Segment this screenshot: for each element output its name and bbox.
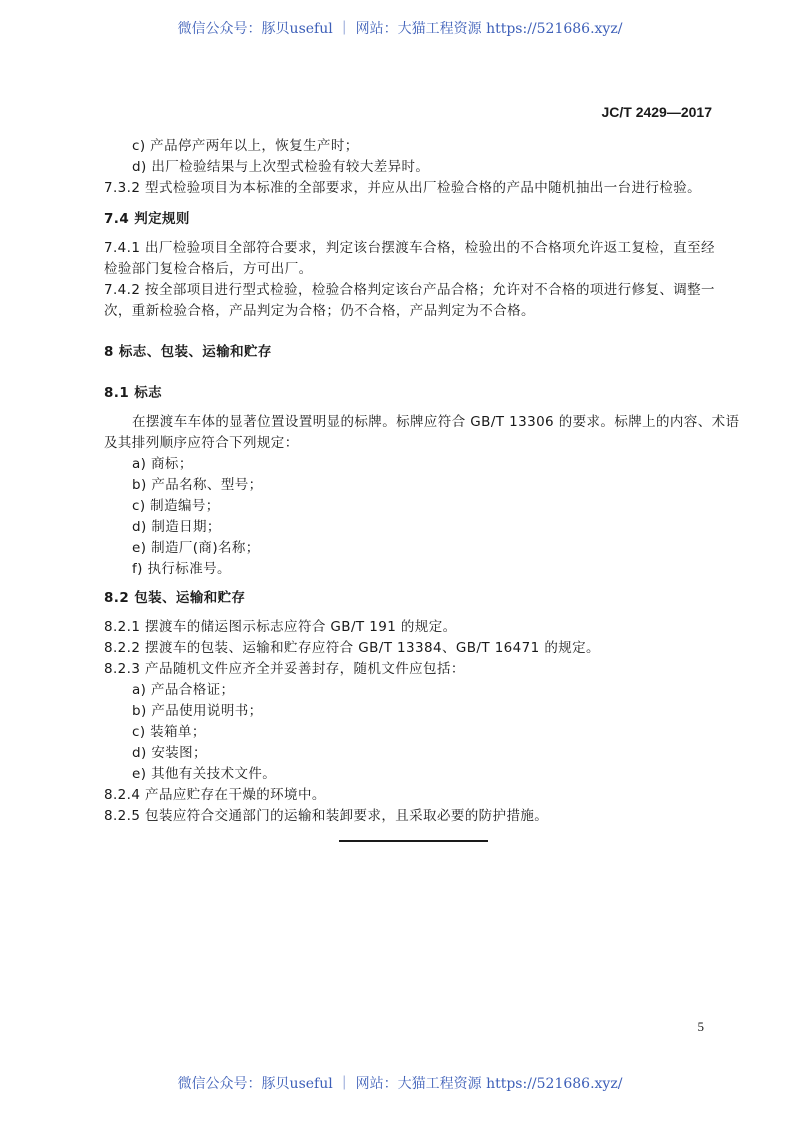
- watermark-bottom: 微信公众号：豚贝useful ｜ 网站：大猫工程资源 https://521686.xyz/: [177, 1076, 623, 1092]
- clause-7-4-1-cont: 检验部门复检合格后，方可出厂。: [104, 261, 313, 277]
- clause-7-3-2: 7.3.2 型式检验项目为本标准的全部要求，并应从出厂检验合格的产品中随机抽出一台进行检验。: [104, 180, 702, 196]
- list-item: d) 出厂检验结果与上次型式检验有较大差异时。: [132, 159, 430, 175]
- list-item: a) 产品合格证；: [132, 682, 235, 698]
- clause-8-2-1: 8.2.1 摆渡车的储运图示标志应符合 GB/T 191 的规定。: [104, 619, 457, 635]
- list-item: d) 安装图；: [132, 745, 207, 761]
- clause-7-4-1: 7.4.1 出厂检验项目全部符合要求，判定该台摆渡车合格，检验出的不合格项允许返工复检，直至经: [104, 240, 715, 256]
- list-item: b) 产品名称、型号；: [132, 477, 263, 493]
- list-item: c) 产品停产两年以上，恢复生产时；: [132, 138, 359, 154]
- standard-code: JC/T 2429—2017: [601, 104, 712, 120]
- clause-8-2-3: 8.2.3 产品随机文件应齐全并妥善封存，随机文件应包括：: [104, 661, 465, 677]
- clause-8-2-5: 8.2.5 包装应符合交通部门的运输和装卸要求，且采取必要的防护措施。: [104, 808, 549, 824]
- watermark-top: 微信公众号：豚贝useful ｜ 网站：大猫工程资源 https://521686.xyz/: [177, 21, 623, 37]
- list-item: f) 执行标准号。: [132, 561, 231, 577]
- list-item: e) 其他有关技术文件。: [132, 766, 277, 782]
- clause-8-2-4: 8.2.4 产品应贮存在干燥的环境中。: [104, 787, 326, 803]
- chapter-heading-8: 8 标志、包装、运输和贮存: [104, 344, 272, 360]
- section-heading-7-4: 7.4 判定规则: [104, 211, 190, 227]
- list-item: d) 制造日期；: [132, 519, 221, 535]
- paragraph: 在摆渡车车体的显著位置设置明显的标牌。标牌应符合 GB/T 13306 的要求。标牌上的内容、术语: [132, 414, 740, 430]
- end-of-document-rule: [339, 840, 488, 842]
- list-item: a) 商标；: [132, 456, 193, 472]
- clause-8-2-2: 8.2.2 摆渡车的包装、运输和贮存应符合 GB/T 13384、GB/T 16471 的规定。: [104, 640, 600, 656]
- clause-7-4-2-cont: 次，重新检验合格，产品判定为合格；仍不合格，产品判定为不合格。: [104, 303, 535, 319]
- section-heading-8-2: 8.2 包装、运输和贮存: [104, 590, 246, 606]
- list-item: e) 制造厂(商)名称；: [132, 540, 260, 556]
- page-number: 5: [697, 1019, 704, 1034]
- clause-7-4-2: 7.4.2 按全部项目进行型式检验，检验合格判定该台产品合格；允许对不合格的项进行修复、调整一: [104, 282, 715, 298]
- list-item: b) 产品使用说明书；: [132, 703, 263, 719]
- paragraph-cont: 及其排列顺序应符合下列规定：: [104, 435, 299, 451]
- list-item: c) 装箱单；: [132, 724, 206, 740]
- section-heading-8-1: 8.1 标志: [104, 385, 163, 401]
- list-item: c) 制造编号；: [132, 498, 220, 514]
